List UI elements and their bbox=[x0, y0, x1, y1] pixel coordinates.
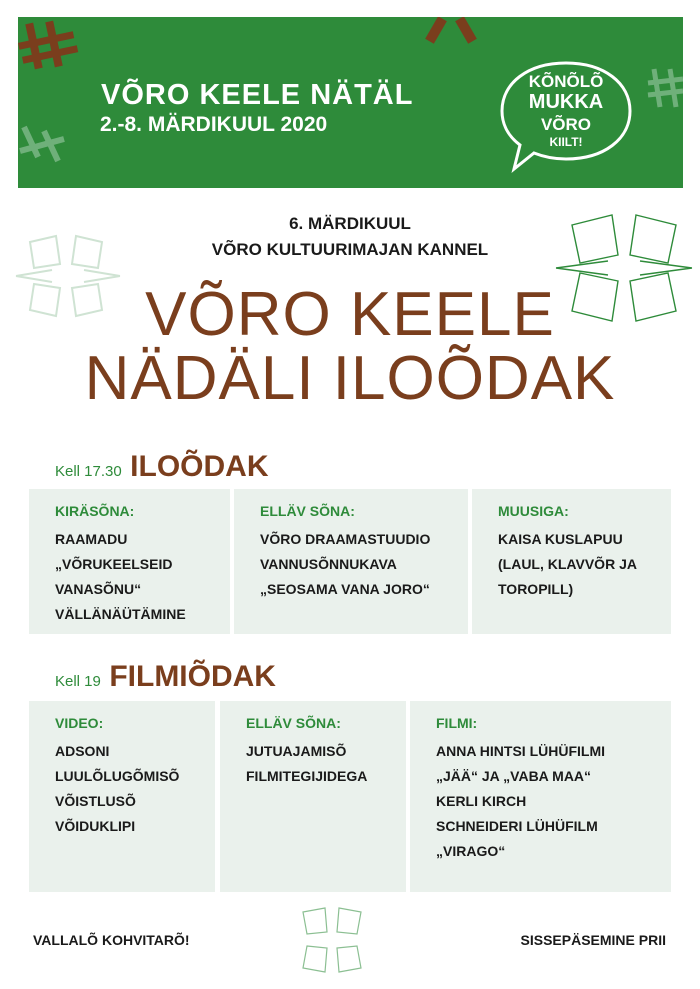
main-title-line-1: VÕRO KEELE bbox=[145, 280, 555, 349]
banner-symbol-right-icon bbox=[646, 65, 683, 111]
main-title-line-2: NÄDÄLI ILOÕDAK bbox=[84, 344, 616, 413]
box-text: ANNA HINTSI LÜHÜFILMI „JÄÄ“ JA „VABA MAA“ KERLI KIRCH SCHNEIDERI LÜHÜFILM „VIRAGO“ bbox=[436, 743, 606, 859]
box-label: VIDEO: bbox=[55, 715, 104, 731]
bubble-line-1: KÕNÕLÕ bbox=[528, 72, 604, 91]
section-time: Kell 17.30 bbox=[55, 463, 122, 480]
section-title: ILOÕDAK bbox=[130, 450, 269, 483]
banner-symbol-topcenter-icon bbox=[421, 17, 487, 45]
banner-symbol-topleft-icon bbox=[18, 17, 88, 77]
section-iloodak-heading bbox=[55, 450, 269, 484]
program-box-ellav-sona bbox=[234, 489, 468, 634]
section-title: FILMIÕDAK bbox=[109, 660, 276, 693]
section-filmiodak-heading bbox=[55, 660, 276, 694]
box-text: VÕRO DRAAMASTUUDIO VANNUSÕNNUKAVA „SEOSAMA VANA JORO“ bbox=[260, 531, 431, 597]
bubble-line-3: VÕRO bbox=[540, 115, 592, 134]
box-text: ADSONI LUULÕLUGÕMISÕ VÕISTLUSÕ VÕIDUKLIPI bbox=[55, 743, 180, 834]
festival-title: VÕRO KEELE NÄTÄL bbox=[101, 79, 414, 111]
bubble-line-4: KIILT! bbox=[549, 135, 583, 149]
box-label: MUUSIGA: bbox=[498, 503, 569, 519]
box-text: JUTUAJAMISÕ FILMITEGIJIDEGA bbox=[246, 743, 368, 784]
box-text: KAISA KUSLAPUU (LAUL, KLAVVÕR JA TOROPILL) bbox=[498, 531, 637, 597]
symbol-bottom-icon bbox=[291, 902, 373, 978]
program-box-video bbox=[29, 701, 215, 892]
speech-bubble bbox=[496, 59, 636, 171]
box-label: FILMI: bbox=[436, 715, 478, 731]
program-box-ellav-sona-2 bbox=[220, 701, 406, 892]
bubble-line-2: MUKKA bbox=[528, 91, 604, 113]
program-box-kirasona bbox=[29, 489, 230, 634]
header-banner bbox=[18, 17, 683, 188]
box-label: KIRÄSÕNA: bbox=[55, 503, 135, 519]
banner-symbol-left-icon bbox=[18, 121, 78, 188]
program-box-filmi bbox=[410, 701, 671, 892]
section-time: Kell 19 bbox=[55, 673, 101, 690]
box-text: RAAMADU „VÕRUKEELSEID VANASÕNU“ VÄLLÄNÄÜTÄMINE bbox=[55, 531, 186, 622]
event-venue: VÕRO KULTUURIMAJAN KANNEL bbox=[211, 240, 489, 259]
event-date: 6. MÄRDIKUUL bbox=[289, 214, 411, 233]
box-label: ELLÄV SÕNA: bbox=[246, 715, 341, 731]
footer-entry-note: SISSEPÄSEMINE PRII bbox=[520, 932, 666, 948]
program-box-muusiga bbox=[472, 489, 671, 634]
box-label: ELLÄV SÕNA: bbox=[260, 503, 355, 519]
festival-dates: 2.-8. MÄRDIKUUL 2020 bbox=[100, 113, 328, 136]
footer-cafe-note: VALLALÕ KOHVITARÕ! bbox=[33, 932, 190, 948]
